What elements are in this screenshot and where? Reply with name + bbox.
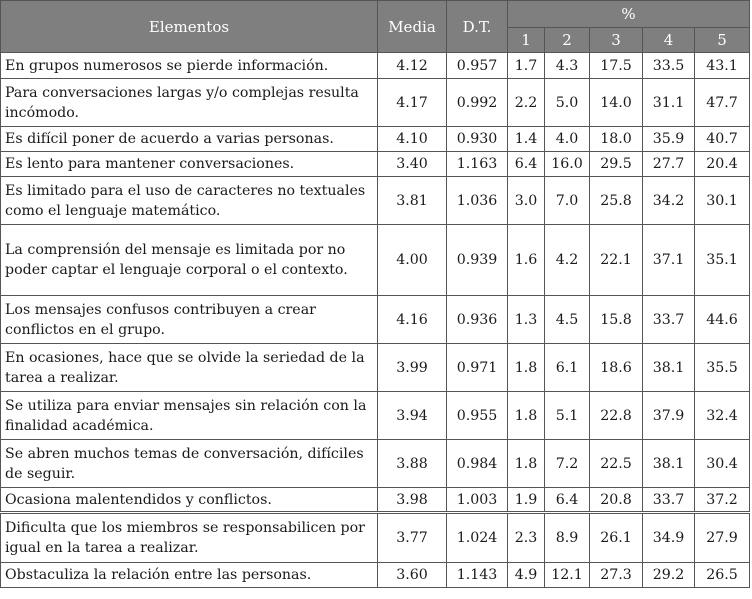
- header-percent: %: [508, 1, 750, 28]
- row-pct-4: 33.7: [643, 296, 695, 344]
- row-pct-1: 1.8: [508, 344, 545, 392]
- row-dt: 1.024: [447, 513, 508, 563]
- table-row: [1, 127, 750, 152]
- row-dt: 0.930: [447, 127, 508, 152]
- row-pct-3: 18.0: [590, 127, 643, 152]
- table-row: [1, 392, 750, 440]
- row-pct-1: 1.9: [508, 488, 545, 513]
- row-pct-5: 44.6: [695, 296, 750, 344]
- row-pct-3: 18.6: [590, 344, 643, 392]
- row-pct-4: 34.2: [643, 177, 695, 225]
- header-level-4: 4: [643, 28, 695, 53]
- row-pct-2: 4.0: [545, 127, 590, 152]
- row-dt: 0.971: [447, 344, 508, 392]
- row-label: Es limitado para el uso de caracteres no textuales como el lenguaje matemático.: [1, 177, 378, 225]
- table-row: [1, 440, 750, 488]
- row-pct-2: 16.0: [545, 152, 590, 177]
- row-pct-1: 1.4: [508, 127, 545, 152]
- row-pct-1: 1.7: [508, 53, 545, 79]
- row-pct-2: 8.9: [545, 513, 590, 563]
- row-media: 4.17: [378, 79, 447, 127]
- row-dt: 0.955: [447, 392, 508, 440]
- header-level-5: 5: [695, 28, 750, 53]
- row-pct-5: 47.7: [695, 79, 750, 127]
- row-media: 4.00: [378, 225, 447, 296]
- row-pct-4: 27.7: [643, 152, 695, 177]
- table-row: [1, 488, 750, 513]
- row-pct-3: 15.8: [590, 296, 643, 344]
- row-pct-5: 37.2: [695, 488, 750, 513]
- row-pct-5: 43.1: [695, 53, 750, 79]
- row-pct-2: 7.0: [545, 177, 590, 225]
- row-label: Es difícil poner de acuerdo a varias personas.: [1, 127, 378, 152]
- row-pct-4: 33.5: [643, 53, 695, 79]
- row-dt: 1.036: [447, 177, 508, 225]
- row-pct-1: 1.3: [508, 296, 545, 344]
- row-media: 3.94: [378, 392, 447, 440]
- row-pct-3: 25.8: [590, 177, 643, 225]
- row-pct-2: 4.5: [545, 296, 590, 344]
- table-row: [1, 225, 750, 296]
- table-body: [1, 53, 750, 588]
- row-label: En grupos numerosos se pierde información.: [1, 53, 378, 79]
- header-level-2: 2: [545, 28, 590, 53]
- table-row: [1, 563, 750, 588]
- table-row: [1, 152, 750, 177]
- row-media: 3.98: [378, 488, 447, 513]
- row-label: Se utiliza para enviar mensajes sin relación con la finalidad académica.: [1, 392, 378, 440]
- row-pct-3: 17.5: [590, 53, 643, 79]
- row-pct-1: 1.8: [508, 440, 545, 488]
- row-pct-2: 4.2: [545, 225, 590, 296]
- table-row: [1, 296, 750, 344]
- table-row: [1, 177, 750, 225]
- header-dt: D.T.: [447, 1, 508, 53]
- row-pct-3: 27.3: [590, 563, 643, 588]
- table-row: [1, 79, 750, 127]
- row-dt: 0.992: [447, 79, 508, 127]
- header-level-1: 1: [508, 28, 545, 53]
- row-media: 3.60: [378, 563, 447, 588]
- row-pct-5: 26.5: [695, 563, 750, 588]
- row-label: Para conversaciones largas y/o complejas resulta incómodo.: [1, 79, 378, 127]
- row-pct-5: 32.4: [695, 392, 750, 440]
- row-media: 4.10: [378, 127, 447, 152]
- row-dt: 1.163: [447, 152, 508, 177]
- row-pct-2: 12.1: [545, 563, 590, 588]
- row-pct-4: 31.1: [643, 79, 695, 127]
- row-pct-3: 22.8: [590, 392, 643, 440]
- table-header: [1, 1, 750, 53]
- row-label: La comprensión del mensaje es limitada por no poder captar el lenguaje corporal o el contexto.: [1, 225, 378, 296]
- header-media: Media: [378, 1, 447, 53]
- row-media: 3.77: [378, 513, 447, 563]
- row-label: Obstaculiza la relación entre las personas.: [1, 563, 378, 588]
- row-pct-2: 6.4: [545, 488, 590, 513]
- row-pct-4: 35.9: [643, 127, 695, 152]
- row-pct-4: 37.1: [643, 225, 695, 296]
- row-pct-3: 22.5: [590, 440, 643, 488]
- row-dt: 0.939: [447, 225, 508, 296]
- row-pct-2: 5.1: [545, 392, 590, 440]
- row-pct-4: 33.7: [643, 488, 695, 513]
- row-label: En ocasiones, hace que se olvide la seriedad de la tarea a realizar.: [1, 344, 378, 392]
- row-pct-5: 20.4: [695, 152, 750, 177]
- row-dt: 1.003: [447, 488, 508, 513]
- row-pct-4: 38.1: [643, 344, 695, 392]
- row-pct-5: 30.1: [695, 177, 750, 225]
- row-pct-4: 38.1: [643, 440, 695, 488]
- header-level-3: 3: [590, 28, 643, 53]
- row-media: 3.40: [378, 152, 447, 177]
- row-pct-1: 1.6: [508, 225, 545, 296]
- row-pct-4: 37.9: [643, 392, 695, 440]
- row-pct-5: 40.7: [695, 127, 750, 152]
- row-pct-5: 27.9: [695, 513, 750, 563]
- row-pct-5: 35.1: [695, 225, 750, 296]
- row-dt: 0.984: [447, 440, 508, 488]
- row-pct-1: 2.2: [508, 79, 545, 127]
- header-elementos: Elementos: [1, 1, 378, 53]
- row-pct-5: 30.4: [695, 440, 750, 488]
- row-media: 4.16: [378, 296, 447, 344]
- row-pct-3: 14.0: [590, 79, 643, 127]
- row-pct-1: 4.9: [508, 563, 545, 588]
- table-row: [1, 513, 750, 563]
- row-pct-1: 1.8: [508, 392, 545, 440]
- row-pct-1: 2.3: [508, 513, 545, 563]
- row-label: Dificulta que los miembros se responsabilicen por igual en la tarea a realizar.: [1, 513, 378, 563]
- row-pct-5: 35.5: [695, 344, 750, 392]
- row-dt: 0.957: [447, 53, 508, 79]
- row-pct-1: 6.4: [508, 152, 545, 177]
- row-pct-3: 26.1: [590, 513, 643, 563]
- row-label: Se abren muchos temas de conversación, difíciles de seguir.: [1, 440, 378, 488]
- row-label: Es lento para mantener conversaciones.: [1, 152, 378, 177]
- row-pct-1: 3.0: [508, 177, 545, 225]
- row-pct-3: 29.5: [590, 152, 643, 177]
- row-dt: 0.936: [447, 296, 508, 344]
- row-media: 3.88: [378, 440, 447, 488]
- row-media: 3.99: [378, 344, 447, 392]
- table-row: [1, 344, 750, 392]
- row-dt: 1.143: [447, 563, 508, 588]
- row-label: Los mensajes confusos contribuyen a crear conflictos en el grupo.: [1, 296, 378, 344]
- row-pct-4: 34.9: [643, 513, 695, 563]
- row-pct-2: 5.0: [545, 79, 590, 127]
- row-media: 4.12: [378, 53, 447, 79]
- row-media: 3.81: [378, 177, 447, 225]
- row-pct-2: 6.1: [545, 344, 590, 392]
- row-pct-3: 20.8: [590, 488, 643, 513]
- row-pct-3: 22.1: [590, 225, 643, 296]
- row-label: Ocasiona malentendidos y conflictos.: [1, 488, 378, 513]
- row-pct-4: 29.2: [643, 563, 695, 588]
- row-pct-2: 7.2: [545, 440, 590, 488]
- row-pct-2: 4.3: [545, 53, 590, 79]
- table-row: [1, 53, 750, 79]
